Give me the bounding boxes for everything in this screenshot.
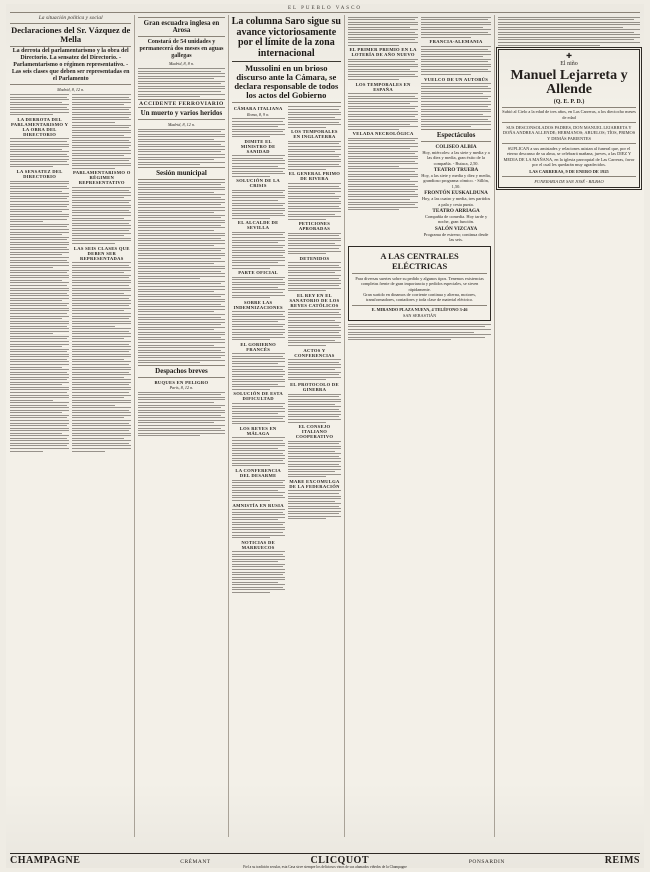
body-text xyxy=(232,353,285,390)
column2-dateline-2: Madrid, 8, 12 n. xyxy=(167,121,196,127)
body-text xyxy=(232,437,285,466)
column1-section-3: PARLAMENTARISMO O RÉGIMEN REPRESENTATIVO xyxy=(72,170,131,186)
column1-kicker: La situación política y social xyxy=(38,15,103,21)
column3-head-14: NOTICIAS DE MARRUECOS xyxy=(241,539,275,550)
venue-detail: Hoy, miércoles: a las siete y media y a las diez y media, gran éxito de la compañía. - Butaca, 2,50. xyxy=(422,150,490,166)
column2-headline-2: Un muerto y varios heridos xyxy=(140,109,223,118)
body-text xyxy=(232,509,285,538)
obituary-name: Manuel Lejarreta y Allende xyxy=(510,67,628,97)
venue-name: FRONTÓN EUSKALDUNA xyxy=(424,189,488,196)
newspaper-sheet xyxy=(6,4,644,868)
body-text xyxy=(348,59,418,80)
column3-head-4: LOS TEMPORALES EN INGLATERRA xyxy=(291,129,338,140)
column3-head-3: SOLUCIÓN DE LA CRISIS xyxy=(236,178,281,189)
column3-head-18: ACTOS Y CONFERENCIAS xyxy=(294,347,335,358)
column3-headline-2: Mussolini en un brioso discurso ante la Cámara, se declara responsable de todos los actos del Gobierno xyxy=(234,63,339,101)
column1-body xyxy=(10,92,131,453)
column2-dateline: Madrid, 8, 8 n. xyxy=(168,61,194,67)
body-text xyxy=(232,551,285,593)
obituary-notice[interactable] xyxy=(498,49,640,189)
body-text xyxy=(288,106,341,127)
column3-body xyxy=(232,105,342,595)
champagne-ponsardin: PONSARDIN xyxy=(468,859,505,865)
venue-detail: Programa de estreno; continua desde las seis. xyxy=(423,231,489,243)
column-3 xyxy=(232,15,346,837)
list-item[interactable] xyxy=(421,144,491,166)
column3-head-15: PETICIONES APROBADAS xyxy=(298,221,331,232)
body-text xyxy=(288,309,341,346)
body-text xyxy=(232,232,285,269)
column-2 xyxy=(138,15,228,837)
masthead: EL PUEBLO VASCO xyxy=(10,6,640,13)
column2-headline: Gran escuadra inglesa en Arosa xyxy=(143,18,220,34)
column2-rail-head: ACCIDENTE FERROVIARIO xyxy=(139,100,224,107)
column2-headline-3: Sesión municipal xyxy=(156,168,207,177)
body-text xyxy=(72,187,131,244)
body-text xyxy=(288,262,341,291)
column4-head-3: VELADA NECROLÓGICA xyxy=(352,131,414,137)
body-text xyxy=(288,394,341,423)
column-5 xyxy=(498,15,640,837)
body-text xyxy=(10,270,69,335)
cross-icon: ✚ xyxy=(566,51,572,60)
body-text xyxy=(232,190,285,219)
column-1 xyxy=(10,15,135,837)
venue-name: TEATRO TRUEBA xyxy=(433,166,479,173)
body-text xyxy=(138,68,224,97)
venue-detail: Hoy, a las siete y media y diez y media, grandioso programa cómico. - Sillón, 1,50. xyxy=(421,173,491,189)
column3-headline: La columna Saro sigue su avance victoriosamente por el límite de la zona internacional xyxy=(231,16,341,59)
body-text xyxy=(138,182,224,280)
obituary-line-1: Subió al Cielo a la edad de tres años, en Las Carreras, a los dieciocho meses de edad xyxy=(502,109,636,120)
obituary-qepd: (Q. E. P. D.) xyxy=(553,98,585,105)
list-item[interactable] xyxy=(421,208,491,225)
venue-name: TEATRO ARRIAGA xyxy=(432,207,480,214)
body-text xyxy=(72,328,131,405)
column2-dateline-4: París, 8, 12 n. xyxy=(169,385,194,391)
obituary-place-date: LAS CARRERAS, 9 DE ENERO DE 1925 xyxy=(529,168,609,174)
column4-head-4: FRANCIA-ALEMANIA xyxy=(429,39,483,45)
column3-head-9: EL GENERAL PRIMO DE RIVERA xyxy=(288,171,341,182)
list-item[interactable] xyxy=(421,190,491,207)
column3-head-5: EL ALCALDE DE SEVILLA xyxy=(237,220,279,231)
column3-head-17: EL REY EN EL SANATORIO DE LOS REYES CATÓLICOS xyxy=(289,292,340,308)
column2-sub-4: BUQUES EN PELIGRO xyxy=(154,379,209,385)
column3-head-8: EL GOBIERNO FRANCÉS xyxy=(240,341,276,352)
column3-head-2: DIMITE EL MINISTRO DE SANIDAD xyxy=(240,138,276,154)
body-text xyxy=(288,441,341,478)
body-text xyxy=(138,129,224,166)
body-text xyxy=(10,224,69,268)
body-text xyxy=(10,402,69,451)
champagne-brand: CLICQUOT xyxy=(310,855,369,866)
column-4 xyxy=(348,15,495,837)
electrical-ad-line-1: Para diversas suertes sobre su pedido y algunos tipos. Tenemos existencias completas frente de gran importancia y pedidos especiales, se sirven rápidamente. xyxy=(355,275,484,292)
body-text xyxy=(10,336,69,401)
list-item[interactable] xyxy=(421,167,491,189)
body-text xyxy=(232,403,285,424)
body-text xyxy=(138,281,224,364)
column1-headline: Declaraciones del Sr. Vázquez de Mella xyxy=(11,24,131,44)
body-text xyxy=(288,490,341,519)
electrical-ad-line-2: Gran surtido en dinamos de corriente continua y alterna, motores, transformadores, contadores y toda clase de material eléctrico. xyxy=(363,291,476,303)
body-text xyxy=(10,181,69,223)
column3-head-13: AMNISTÍA EN RUSIA xyxy=(232,502,284,508)
electrical-ad-city: SAN SEBASTIÁN xyxy=(402,312,437,318)
column3-head-19: EL PROTOCOLO DE GINEBRA xyxy=(290,382,339,392)
body-text xyxy=(232,311,285,340)
electrical-ad[interactable] xyxy=(348,246,491,321)
column-grid xyxy=(10,15,640,837)
body-text xyxy=(288,141,341,170)
body-text xyxy=(348,324,491,340)
obituary-relatives: SUS DESCONSOLADOS PADRES, DON MANUEL LEJARRETA Y DOÑA ANDREA ALLENDE; HERMANOS; ABUELOS; TÍOS, PRIMOS Y DEMÁS PARIENTES xyxy=(502,124,636,141)
column4-head-5: VUELCO DE UN AUTOBÚS xyxy=(424,76,489,82)
column2-subhead: Constará de 54 unidades y permanecerá dos meses en aguas gallegas xyxy=(139,38,224,59)
body-text xyxy=(348,138,418,167)
column4-top xyxy=(348,15,491,243)
body-text xyxy=(72,262,131,327)
body-text xyxy=(232,155,285,176)
body-text xyxy=(288,359,341,380)
body-text xyxy=(348,17,418,46)
column3-head-1: CÁMARA ITALIANA xyxy=(233,106,283,112)
column3-head-10: SOLUCIÓN DE ESTA DIFICULTAD xyxy=(233,391,283,402)
obituary-kicker: El niño xyxy=(560,60,578,67)
body-text xyxy=(421,17,491,38)
column3-head-7: SOBRE LAS INDEMNIZACIONES xyxy=(233,299,283,310)
venue-name: COLISEO ALBIA xyxy=(435,143,477,150)
champagne-ad-note: Fiel a su tradición secular, esta Casa sirve siempre los deliciosos vinos de sus afamados viñedos de la Champagne xyxy=(243,865,407,869)
champagne-cremant: CRÉMANT xyxy=(180,859,211,865)
body-text xyxy=(72,125,131,169)
electrical-ad-title: A LAS CENTRALES ELÉCTRICAS xyxy=(380,251,459,272)
body-text xyxy=(232,118,285,137)
dateline: Roma, 8, 9 n. xyxy=(247,111,270,117)
body-text xyxy=(10,138,69,167)
column2-headline-4: Despachos breves xyxy=(155,366,208,375)
body-text xyxy=(232,277,285,298)
column3-head-21: MARE EXCOMULGA DE LA FEDERACIÓN xyxy=(289,478,340,489)
column1-section-4: LAS SEIS CLASES QUE DEBEN SER REPRESENTADAS xyxy=(73,245,130,261)
obituary-funeral-home: FUNERARIA DE SAN JOSÉ - BILBAO xyxy=(534,178,604,184)
venue-detail: Hoy, a las cuatro y media, tres partidos a pala y cesta punta. xyxy=(421,196,491,207)
column3-head-16: DETENIDOS xyxy=(299,255,330,261)
list-item[interactable] xyxy=(421,226,491,243)
body-text xyxy=(232,480,285,501)
column4-head-2: LOS TEMPORALES EN ESPAÑA xyxy=(355,81,411,92)
electrical-ad-contact: E. MIRANDO PLAZA NUEVA, 4 TELÉFONO 3-46 xyxy=(371,307,468,313)
column1-section-1: LA DERROTA DEL PARLAMENTARISMO Y LA OBRA DEL DIRECTORIO xyxy=(10,116,69,137)
champagne-label: CHAMPAGNE xyxy=(10,855,81,866)
body-text xyxy=(421,46,491,75)
body-text xyxy=(288,233,341,254)
body-text xyxy=(288,183,341,220)
column3-head-20: EL CONSEJO ITALIANO COOPERATIVO xyxy=(295,424,334,440)
body-text xyxy=(421,83,491,127)
column1-subhead: La derrota del parlamentarismo y la obra del Directorio. La sensatez del Directorio. - Parlamentarismo o régimen representativo. - Las seis clases que deben ser representadas en el Parlamento xyxy=(11,48,130,82)
body-text xyxy=(348,93,418,130)
column1-section-2: LA SENSATEZ DEL DIRECTORIO xyxy=(16,169,63,180)
venue-detail: Compañía de comedia. Hoy tarde y noche, gran función. xyxy=(424,214,488,225)
body-text xyxy=(348,168,418,210)
body-text xyxy=(72,407,131,451)
body-text xyxy=(138,392,224,436)
champagne-city: REIMS xyxy=(604,855,640,866)
column3-head-6: PARTE OFICIAL xyxy=(238,270,279,276)
body-text xyxy=(10,94,69,115)
column1-dateline: Madrid, 8, 12 n. xyxy=(57,86,85,92)
column3-head-11: LOS REYES EN MÁLAGA xyxy=(239,425,277,436)
body-text xyxy=(72,94,131,123)
espectaculos-title: Espectáculos xyxy=(436,130,476,139)
body-text xyxy=(498,17,640,46)
obituary-request: SUPLICAN a sus amistades y relaciones asistan al funeral que, por el eterno descanso de su alma, se celebrará mañana, jueves, a las DIEZ Y MEDIA DE LA MAÑANA, en la iglesia parroquial de Las Carreras, favor por el cual les quedarán muy agradecidos. xyxy=(503,145,635,168)
espectaculos-list xyxy=(421,144,491,243)
venue-name: SALÓN VIZCAYA xyxy=(434,225,478,232)
column4-head-1: EL PRIMER PREMIO EN LA LOTERÍA DE AÑO NUEVO xyxy=(349,47,417,58)
column3-head-12: LA CONFERENCIA DEL DESARME xyxy=(235,468,282,479)
